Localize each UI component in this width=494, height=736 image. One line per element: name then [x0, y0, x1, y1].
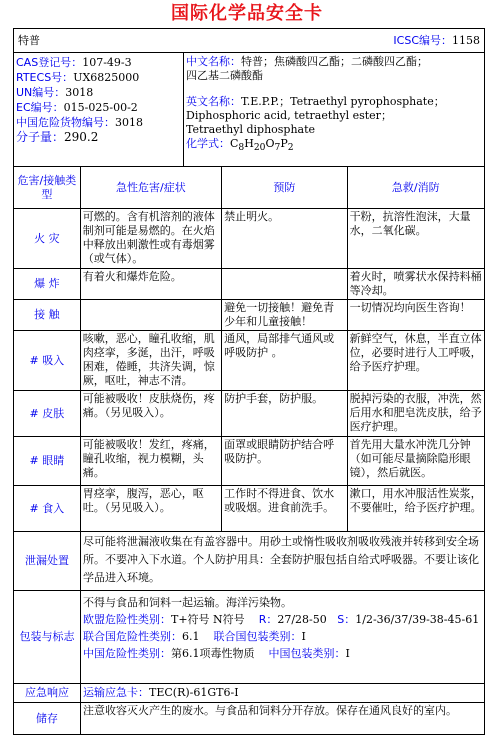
- first-aid-text: 一切情况均向医生咨询！: [349, 301, 471, 314]
- identifiers-row: [14, 53, 484, 167]
- cn-dangerous-goods-number: 中国危险货物编号：3018: [16, 116, 143, 129]
- first-aid-text: 新鲜空气，休息，半直立体位，必要时进行人工呼吸，给予医疗护理。: [349, 332, 482, 373]
- hazard-row-explosion: [14, 269, 484, 300]
- col-first-aid: 急救/消防: [391, 180, 440, 194]
- row-label: 储存: [14, 703, 81, 734]
- eu-classification: 欧盟危险性类别：T+符号 N符号 R：27/28-50 S：1/2-36/37/39-38-45-61: [83, 613, 480, 626]
- prevention-text: 通风，局部排气通风或呼吸防护 。: [222, 331, 347, 390]
- prevention-text: [222, 269, 347, 299]
- hazard-row-eyes: [14, 437, 484, 486]
- first-aid-text: 首先用大量水冲洗几分钟（如可能尽量摘除隐形眼镜），然后就医。: [349, 438, 471, 479]
- packaging-row: [14, 591, 484, 684]
- safety-card: [13, 28, 485, 735]
- english-name-cont: Diphosphoric acid, tetraethyl ester；: [186, 109, 392, 122]
- chemical-name: 特普: [18, 33, 40, 47]
- first-aid-text: 着火时，喷雾状水保持料桶等冷却。: [349, 270, 482, 297]
- ec-number: EC编号：015-025-00-2: [16, 101, 138, 114]
- prevention-text: 工作时不得进食、饮水或吸烟。进食前洗手。: [222, 486, 347, 531]
- prevention-text: 防护手套，防护服。: [222, 391, 347, 436]
- first-aid-text: 干粉，抗溶性泡沫，大量水，二氧化碳。: [349, 210, 471, 237]
- spill-text: 尽可能将泄漏液收集在有盖容器中。用砂土或惰性吸收剂吸收残液并转移到安全场所。不要冲入下水道。个人防护用具：全套防护服包括自给式呼吸器。不要让该化学品进入环境。: [83, 535, 479, 584]
- emergency-row: [14, 684, 484, 703]
- chinese-name-cont: 四乙基二磷酸酯: [186, 69, 263, 82]
- row-label: 包装与标志: [14, 591, 81, 683]
- english-name-cont-2: Tetraethyl diphosphate: [186, 123, 316, 136]
- row-label: 接 触: [14, 300, 81, 330]
- hazard-text: [81, 300, 222, 330]
- card-title: 国际化学品安全卡: [171, 3, 323, 24]
- row-label: 泄漏处置: [14, 532, 81, 590]
- prevention-text: 避免一切接触！避免青少年和儿童接触！: [222, 300, 347, 330]
- hazard-text: 可能被吸收！发红，疼痛，瞳孔收缩，视力模糊，头痛。: [81, 437, 222, 485]
- hazard-text: 可能被吸收！皮肤烧伤，疼痛。（另见吸入）。: [81, 391, 222, 436]
- storage-text: 注意收容灭火产生的废水。与食品和饲料分开存放。保存在通风良好的室内。: [83, 704, 457, 717]
- col-prevention: 预防: [222, 167, 347, 208]
- cas-number: CAS登记号：107-49-3: [16, 56, 132, 69]
- hazard-row-contact: [14, 300, 484, 331]
- spill-row: [14, 532, 484, 591]
- col-hazard: 急性危害/症状: [81, 167, 222, 208]
- hazard-text: 可燃的。含有机溶剂的液体制剂可能是易燃的。在火焰中释放出刺激性或有毒烟雾（或气体）。: [81, 209, 222, 268]
- packaging-note: 不得与食品和饲料一起运输。海洋污染物。: [83, 596, 292, 609]
- storage-row: [14, 703, 484, 734]
- hazard-row-inhalation: [14, 331, 484, 391]
- id-column: [14, 53, 184, 166]
- chinese-name: 中文名称：特普；焦磷酸四乙酯；二磷酸四乙酯；: [186, 55, 428, 68]
- hazard-text: 咳嗽，恶心，瞳孔收缩，肌肉痉挛，多涎，出汗，呼吸困难，倦睡，共济失调，惊厥，呕吐，神志不清。: [81, 331, 222, 390]
- row-label: # 眼睛: [14, 437, 81, 485]
- col-type: 危害/接触类型: [14, 167, 81, 208]
- header-row: [14, 29, 484, 53]
- names-column: [184, 53, 484, 166]
- row-label: # 食入: [14, 486, 81, 531]
- molecular-weight: 分子量：290.2: [16, 130, 99, 144]
- row-label: # 皮肤: [14, 391, 81, 436]
- prevention-text: 面罩或眼睛防护结合呼吸防护。: [222, 437, 347, 485]
- row-label: # 吸入: [14, 331, 81, 390]
- cn-classification: 中国危险性类别：第6.1项毒性物质 中国包装类别：I: [83, 647, 350, 660]
- hazard-text: 胃痉挛，腹泻，恶心，呕吐。（另见吸入）。: [81, 486, 222, 531]
- rtecs-number: RTECS号：UX6825000: [16, 71, 140, 84]
- chemical-formula: 化学式：$C_8H_{20}O_7P_2$: [186, 137, 294, 154]
- first-aid-text: 漱口，用水冲服活性炭浆，不要催吐，给予医疗护理。: [349, 487, 482, 514]
- row-label: 火 灾: [14, 209, 81, 268]
- hazard-row-ingestion: [14, 486, 484, 532]
- packaging-content: [81, 591, 484, 683]
- hazard-row-fire: [14, 209, 484, 269]
- un-classification: 联合国危险性类别：6.1 联合国包装类别：I: [83, 630, 306, 643]
- icsc-number: ICSC编号：1158: [393, 33, 480, 47]
- emergency-content: 运输应急卡： TEC(R)-61GT6-I: [83, 686, 239, 699]
- row-label: 爆 炸: [14, 269, 81, 299]
- prevention-text: 禁止明火。: [222, 209, 347, 268]
- un-number: UN编号：3018: [16, 86, 94, 99]
- first-aid-text: 脱掉污染的衣服，冲洗，然后用水和肥皂洗皮肤，给予医疗护理。: [349, 392, 482, 433]
- column-header-row: [14, 167, 484, 209]
- row-label: 应急响应: [14, 684, 81, 702]
- english-name: 英文名称：T.E.P.P.；Tetraethyl pyrophosphate；: [186, 95, 445, 108]
- hazard-row-skin: [14, 391, 484, 437]
- hazard-text: 有着火和爆炸危险。: [81, 269, 222, 299]
